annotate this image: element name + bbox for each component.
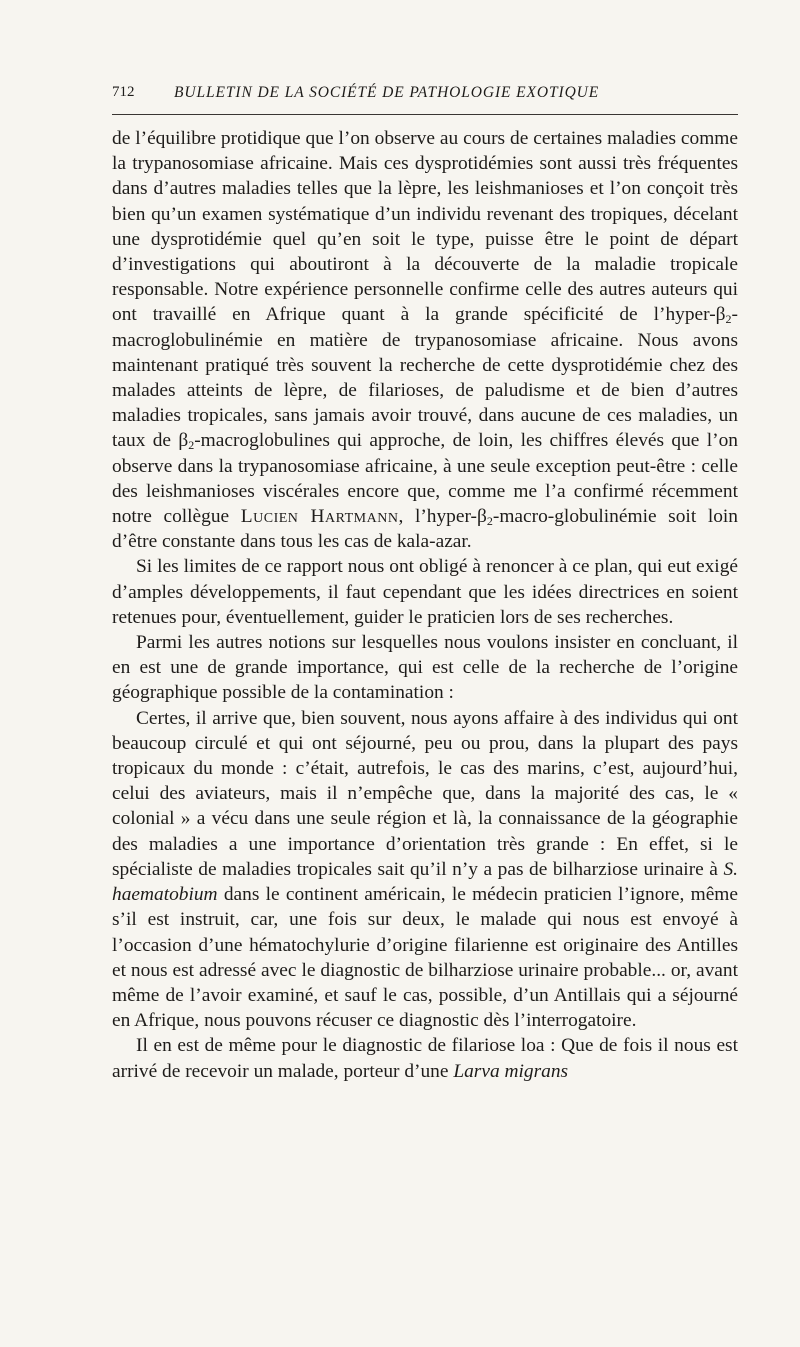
p4-text-a: Certes, il arrive que, bien souvent, nous ayons affaire à des individus qui ont beaucoup circulé et qui ont séjourné, peu ou prou, dans la plupart des pays tropicaux du monde : c’était, autrefois, le cas des marins, c’est, aujourd’hui, celui des aviateurs, mais il n’empêche que, dans la majorité des cas, le « colonial » a vécu dans une seule région et là, la connaissance de la géographie des maladies a une importance d’orientation très grande : En effet, si le spécialiste de maladies tropicales sait qu’il n’y a pas de bilharziose urinaire à (112, 707, 738, 880)
paragraph-5 (112, 1033, 738, 1083)
p4-text-b: dans le continent américain, le médecin praticien l’ignore, même s’il est instruit, car, une fois sur deux, le malade qui nous est envoyé à l’occasion d’une hématochylurie d’origine filarienne est originaire des Antilles et nous est adressé avec le diagnostic de bilharziose urinaire probable... or, avant même de l’avoir examiné, et sauf le cas, possible, d’un Antillais qui a séjourné en Afrique, nous pouvons récuser ce diagnostic dès l’interrogatoire. (112, 884, 738, 1032)
p1-text-b: -macroglobulinémie en matière de trypanosomiase africaine. Nous avons maintenant pratiqué très souvent la recherche de cette dysprotidémie chez des malades atteints de lèpre, de filarioses, de paludisme et de bien d’autres maladies tropicales, sans jamais avoir trouvé, dans aucune de ces maladies, un taux de β (112, 304, 738, 452)
paragraph-4 (112, 706, 738, 1034)
p1-subscript-1: 2 (725, 312, 732, 327)
p1-text-d: , l’hyper-β (398, 506, 487, 528)
page-number: 712 (112, 84, 135, 100)
paragraph-1 (112, 126, 738, 554)
header-rule (112, 114, 738, 115)
p1-text-c: -macroglobulines qui approche, de loin, les chiffres élevés que l’on observe dans la trypanosomiase africaine, à une seule exception peut-être : celle des leishmanioses viscérales encore que, comme me l’a confirmé récemment notre collègue (112, 430, 738, 528)
paragraph-3: Parmi les autres notions sur lesquelles nous voulons insister en concluant, il en est une de grande importance, qui est celle de la recherche de l’origine géographique possible de la contamination : (112, 632, 738, 704)
p1-subscript-3: 2 (486, 514, 493, 529)
journal-title: BULLETIN DE LA SOCIÉTÉ DE PATHOLOGIE EXOTIQUE (174, 84, 600, 101)
p5-text-a: Il en est de même pour le diagnostic de filariose loa : Que de fois il nous est arrivé de recevoir un malade, porteur d’une (112, 1035, 738, 1082)
body-text (112, 126, 738, 1084)
running-header (112, 84, 738, 114)
author-name: Lucien Hartmann (240, 506, 399, 528)
p1-text-a: de l’équilibre protidique que l’on observe au cours de certaines maladies comme la trypanosomiase africaine. Mais ces dysprotidémies sont aussi très fréquentes dans d’autres maladies telles que la lèpre, les leishmanioses et l’on conçoit très bien qu’un examen systématique d’un individu revenant des tropiques, décelant une dysprotidémie quel qu’en soit le type, puisse être le point de départ d’investigations qui aboutiront à la découverte de la maladie tropicale responsable. Notre expérience personnelle confirme celle des autres auteurs qui ont travaillé en Afrique quant à la grande spécificité de l’hyper-β (112, 128, 738, 326)
paragraph-2: Si les limites de ce rapport nous ont obligé à renoncer à ce plan, qui eut exigé d’amples développements, il faut cependant que les idées directrices en soient retenues pour, éventuellement, guider le praticien lors de ses recherches. (112, 556, 738, 628)
species-name: S. haematobium (112, 858, 738, 906)
p1-text-e: -macro-globulinémie soit loin d’être constante dans tous les cas de kala-azar. (112, 506, 738, 553)
larva-migrans: Larva migrans (453, 1060, 569, 1082)
p1-subscript-2: 2 (188, 438, 195, 453)
